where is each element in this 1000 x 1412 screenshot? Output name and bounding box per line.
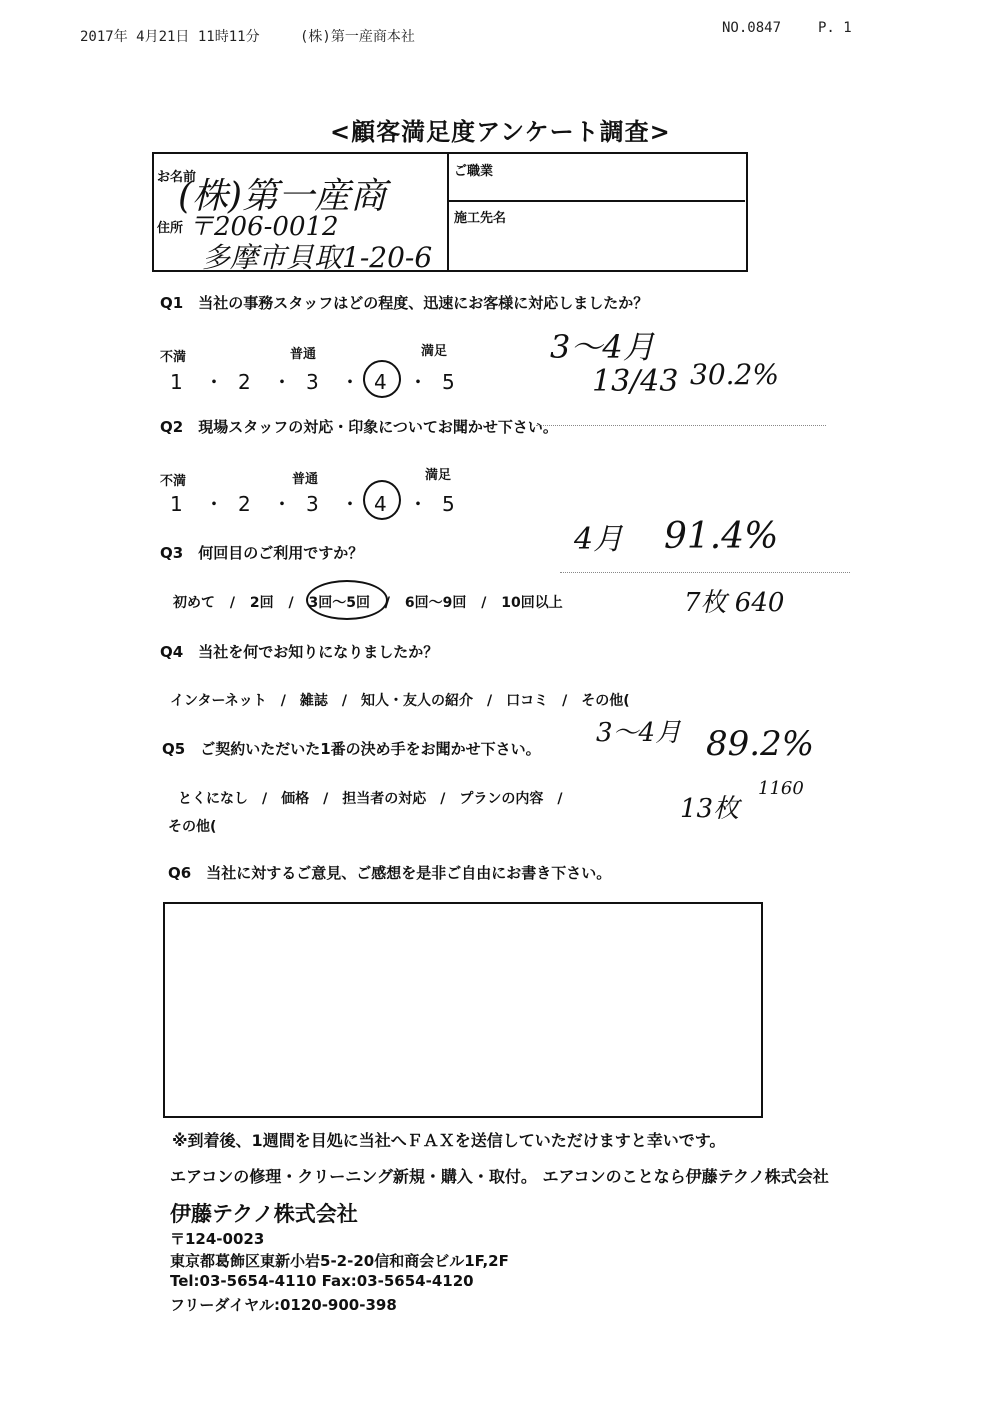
- q1-note-ratio: 13/43: [592, 364, 679, 399]
- q3-sep: /: [229, 595, 235, 611]
- q1-scale-low: 不満: [160, 350, 187, 365]
- q1-scale-values: [170, 366, 466, 395]
- q1-text: Q1 当社の事務スタッフはどの程度、迅速にお客様に対応しましたか？: [160, 294, 649, 312]
- q1-scale-high: 満足: [421, 344, 448, 359]
- q1-sep: ・: [340, 370, 360, 394]
- q1-sep: ・: [272, 370, 292, 394]
- q3-selected-circle: [306, 580, 388, 620]
- q3-sep: /: [481, 595, 487, 611]
- q2-sep: ・: [272, 492, 292, 516]
- q1-val-4[interactable]: 4: [374, 370, 387, 394]
- q2-sep: ・: [204, 492, 224, 516]
- q2-scale-mid: 普通: [292, 472, 319, 487]
- q3-note-pct: 91.4%: [664, 516, 779, 557]
- q1-val-1[interactable]: 1: [170, 370, 183, 394]
- q1-sep: ・: [408, 370, 428, 394]
- q2-val-3[interactable]: 3: [306, 492, 319, 516]
- name-value: (株)第一産商: [178, 176, 387, 217]
- q1-sep: ・: [204, 370, 224, 394]
- q1-scale-mid: 普通: [290, 347, 317, 362]
- q3-sep: /: [288, 595, 294, 611]
- q3-sep: /: [384, 595, 390, 611]
- company-address: 東京都葛飾区東新小岩5-2-20信和商会ビル1F,2F: [170, 1252, 509, 1270]
- q1-selected-circle: [363, 360, 401, 398]
- q3-opt-first[interactable]: 初めて: [173, 595, 215, 611]
- q5-note-count: 13枚: [680, 794, 740, 824]
- q1-val-5[interactable]: 5: [442, 370, 455, 394]
- q3-opt-6-9[interactable]: 6回〜9回: [404, 595, 467, 611]
- q3-text: Q3 何回目のご利用ですか？: [160, 544, 364, 562]
- q2-val-2[interactable]: 2: [238, 492, 251, 516]
- name-label: お名前: [157, 170, 197, 185]
- q1-val-2[interactable]: 2: [238, 370, 251, 394]
- box-horizontal-divider: [449, 200, 745, 202]
- company-postal: 〒124-0023: [170, 1230, 265, 1248]
- q5-other[interactable]: その他(: [168, 819, 217, 835]
- q6-text: Q6 当社に対するご意見、ご感想を是非ご自由にお書き下さい。: [168, 864, 612, 882]
- q5-note-pct: 89.2%: [706, 724, 815, 764]
- fax-page: P. 1: [818, 20, 852, 36]
- q2-sep: ・: [408, 492, 428, 516]
- q3-dotted-line: [560, 572, 850, 573]
- footer-note: ※到着後、1週間を目処に当社へＦＡＸを送信していただけますと幸いです。: [172, 1131, 726, 1150]
- q5-text: Q5 ご契約いただいた1番の決め手をお聞かせ下さい。: [162, 740, 541, 758]
- address-label: 住所: [157, 221, 184, 236]
- q5-note-period: 3〜4月: [596, 718, 682, 748]
- q3-opt-3-5[interactable]: 3回〜5回: [308, 595, 370, 611]
- company-name: 伊藤テクノ株式会社: [170, 1202, 358, 1226]
- fax-datetime: 2017年 4月21日 11時11分: [80, 29, 260, 45]
- company-freedial: フリーダイヤル:0120-900-398: [170, 1296, 397, 1314]
- postal-value: 〒206-0012: [188, 212, 339, 242]
- site-label: 施工先名: [454, 211, 507, 226]
- occupation-label: ご職業: [454, 164, 494, 179]
- q1-note-pct: 30.2%: [690, 358, 779, 391]
- q2-selected-circle: [363, 480, 401, 520]
- q1-val-3[interactable]: 3: [306, 370, 319, 394]
- q2-text: Q2 現場スタッフの対応・印象についてお聞かせ下さい。: [160, 418, 558, 436]
- q2-sep: ・: [340, 492, 360, 516]
- q2-val-5[interactable]: 5: [442, 492, 455, 516]
- page-title: <顧客満足度アンケート調査>: [330, 118, 671, 146]
- q6-comment-box[interactable]: [163, 902, 763, 1118]
- q3-opt-10plus[interactable]: 10回以上: [501, 595, 563, 611]
- fax-number: NO.0847: [722, 20, 782, 36]
- q5-note-extra: 1160: [758, 778, 804, 799]
- q2-dotted-line: [536, 425, 826, 426]
- footer-tagline: エアコンの修理・クリーニング新規・購入・取付。 エアコンのことなら伊藤テクノ株式会社: [170, 1167, 829, 1186]
- q2-val-4[interactable]: 4: [374, 492, 387, 516]
- address-value: 多摩市貝取1-20-6: [202, 241, 433, 274]
- q2-scale-high: 満足: [425, 468, 452, 483]
- q2-scale-values: [170, 488, 466, 517]
- q1-note-period: 3〜4月: [550, 328, 655, 366]
- company-tel-fax: Tel:03-5654-4110 Fax:03-5654-4120: [170, 1272, 474, 1290]
- box-vertical-divider: [447, 152, 449, 270]
- q3-note-count: 7枚 640: [684, 588, 785, 618]
- q3-note-period: 4月: [574, 522, 624, 557]
- q5-options[interactable]: とくになし / 価格 / 担当者の対応 / プランの内容 /: [178, 791, 563, 807]
- q4-options[interactable]: インターネット / 雑誌 / 知人・友人の紹介 / 口コミ / その他(: [170, 693, 630, 709]
- q2-scale-low: 不満: [160, 474, 187, 489]
- q4-text: Q4 当社を何でお知りになりましたか？: [160, 643, 439, 661]
- q3-opt-2[interactable]: 2回: [249, 595, 274, 611]
- q2-val-1[interactable]: 1: [170, 492, 183, 516]
- fax-sender: (株)第一産商本社: [300, 29, 415, 45]
